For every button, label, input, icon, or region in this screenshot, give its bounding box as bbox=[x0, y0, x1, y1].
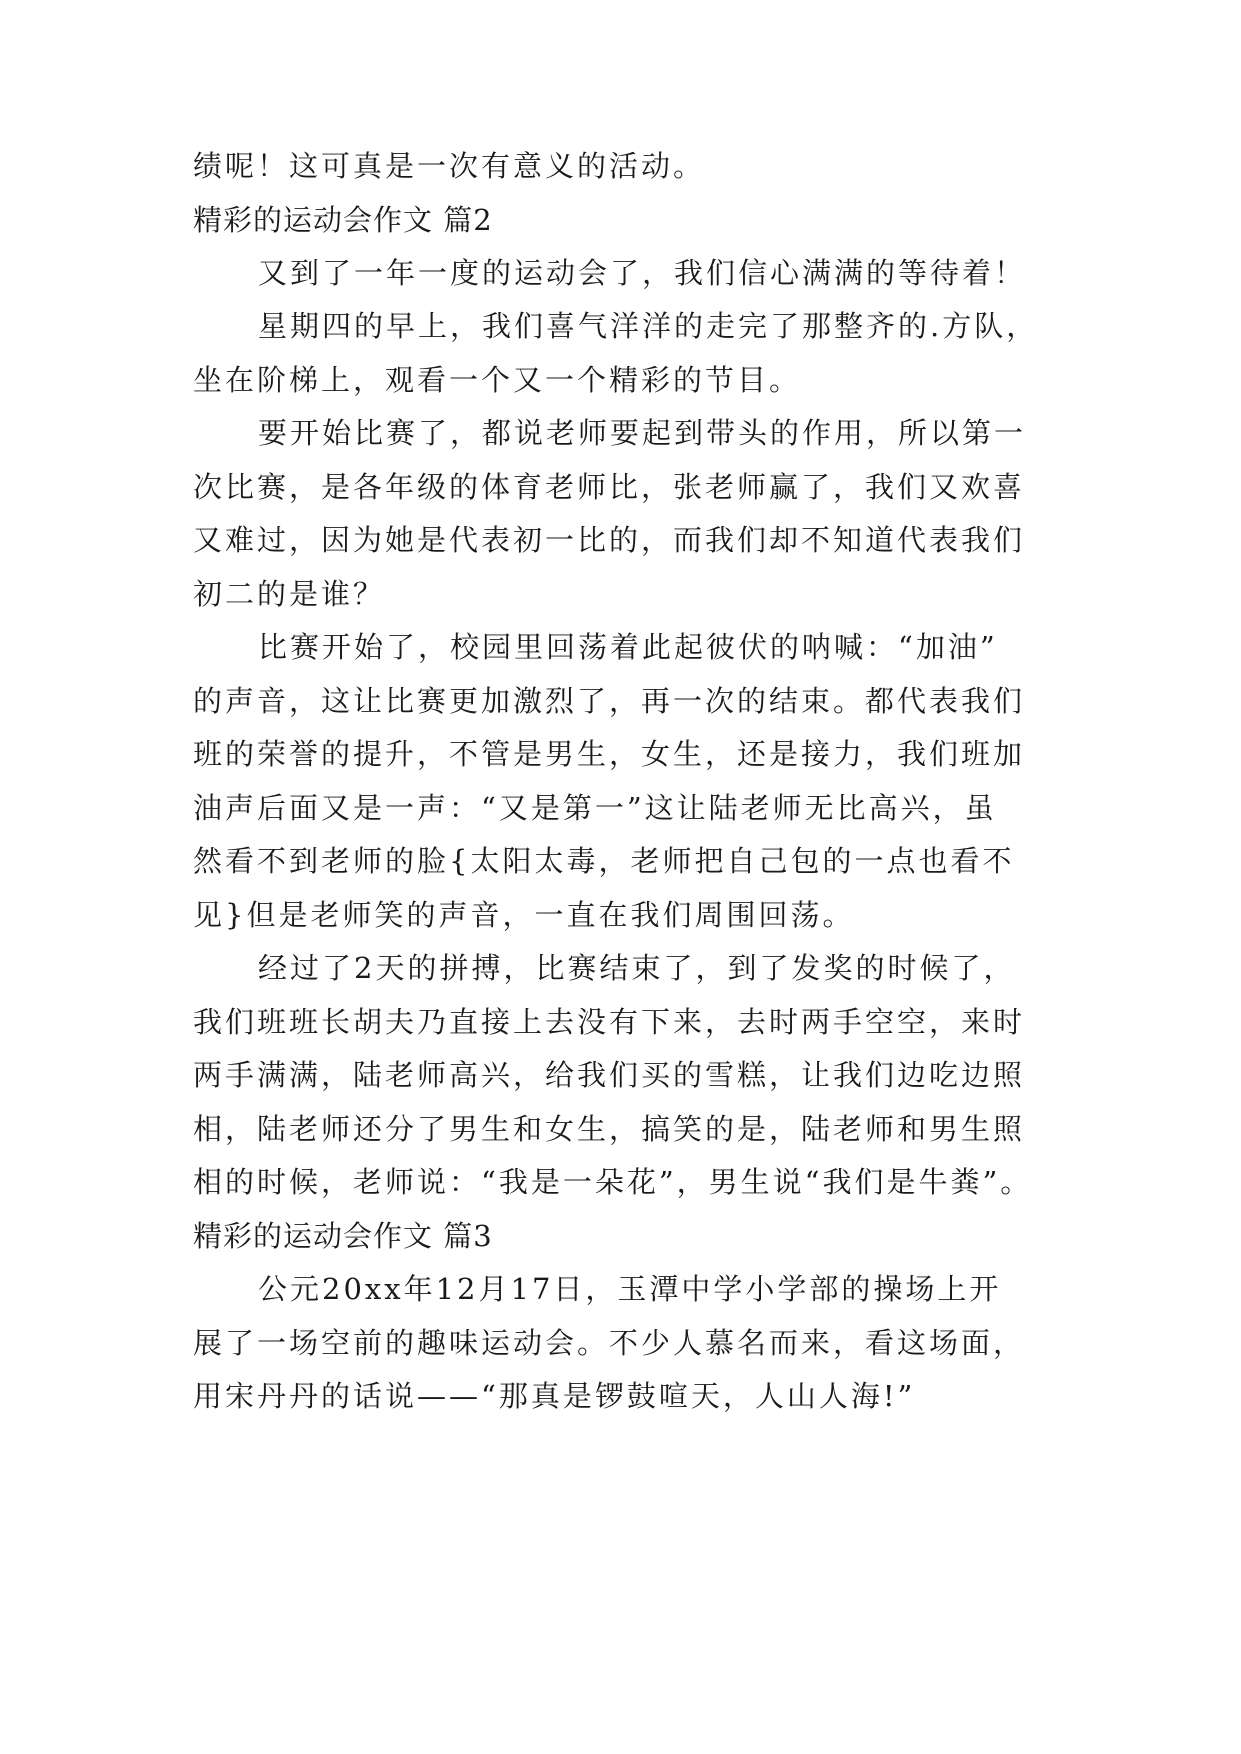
paragraph-line: 相的时候，老师说：“我是一朵花”，男生说“我们是牛粪”。 bbox=[193, 1165, 1033, 1199]
paragraph-line: 班的荣誉的提升，不管是男生，女生，还是接力，我们班加 bbox=[193, 737, 1026, 771]
paragraph-line: 又难过，因为她是代表初一比的，而我们却不知道代表我们 bbox=[193, 523, 1026, 557]
paragraph-line: 比赛开始了，校园里回荡着此起彼伏的呐喊：“加油” bbox=[258, 630, 998, 664]
paragraph-line: 要开始比赛了，都说老师要起到带头的作用，所以第一 bbox=[258, 416, 1027, 450]
paragraph-line: 展了一场空前的趣味运动会。不少人慕名而来，看这场面， bbox=[193, 1326, 1026, 1360]
paragraph-line: 油声后面又是一声：“又是第一”这让陆老师无比高兴，虽 bbox=[193, 791, 997, 825]
paragraph-line: 经过了2天的拼搏，比赛结束了，到了发奖的时候了， bbox=[258, 951, 1016, 985]
paragraph-line: 坐在阶梯上，观看一个又一个精彩的节目。 bbox=[193, 363, 802, 397]
paragraph-line: 然看不到老师的脸{太阳太毒，老师把自己包的一点也看不 bbox=[193, 844, 1015, 878]
paragraph-line: 初二的是谁？ bbox=[193, 577, 386, 611]
paragraph-line: 的声音，这让比赛更加激烈了，再一次的结束。都代表我们 bbox=[193, 684, 1026, 718]
paragraph-line: 绩呢！这可真是一次有意义的活动。 bbox=[193, 149, 706, 183]
paragraph-line: 见}但是老师笑的声音，一直在我们周围回荡。 bbox=[193, 898, 855, 932]
paragraph-line: 我们班班长胡夫乃直接上去没有下来，去时两手空空，来时 bbox=[193, 1005, 1026, 1039]
paragraph-line: 次比赛，是各年级的体育老师比，张老师赢了，我们又欢喜 bbox=[193, 470, 1026, 504]
paragraph-line: 相，陆老师还分了男生和女生，搞笑的是，陆老师和男生照 bbox=[193, 1112, 1026, 1146]
paragraph-line: 星期四的早上，我们喜气洋洋的走完了那整齐的.方队， bbox=[258, 309, 1039, 343]
paragraph-line: 用宋丹丹的话说——“那真是锣鼓喧天，人山人海!” bbox=[193, 1379, 916, 1413]
paragraph-line: 两手满满，陆老师高兴，给我们买的雪糕，让我们边吃边照 bbox=[193, 1058, 1026, 1092]
paragraph-line: 公元20xx年12月17日，玉潭中学小学部的操场上开 bbox=[258, 1272, 1002, 1306]
section-heading: 精彩的运动会作文 篇3 bbox=[193, 1219, 493, 1253]
paragraph-line: 又到了一年一度的运动会了，我们信心满满的等待着！ bbox=[258, 256, 1027, 290]
section-heading: 精彩的运动会作文 篇2 bbox=[193, 203, 493, 237]
